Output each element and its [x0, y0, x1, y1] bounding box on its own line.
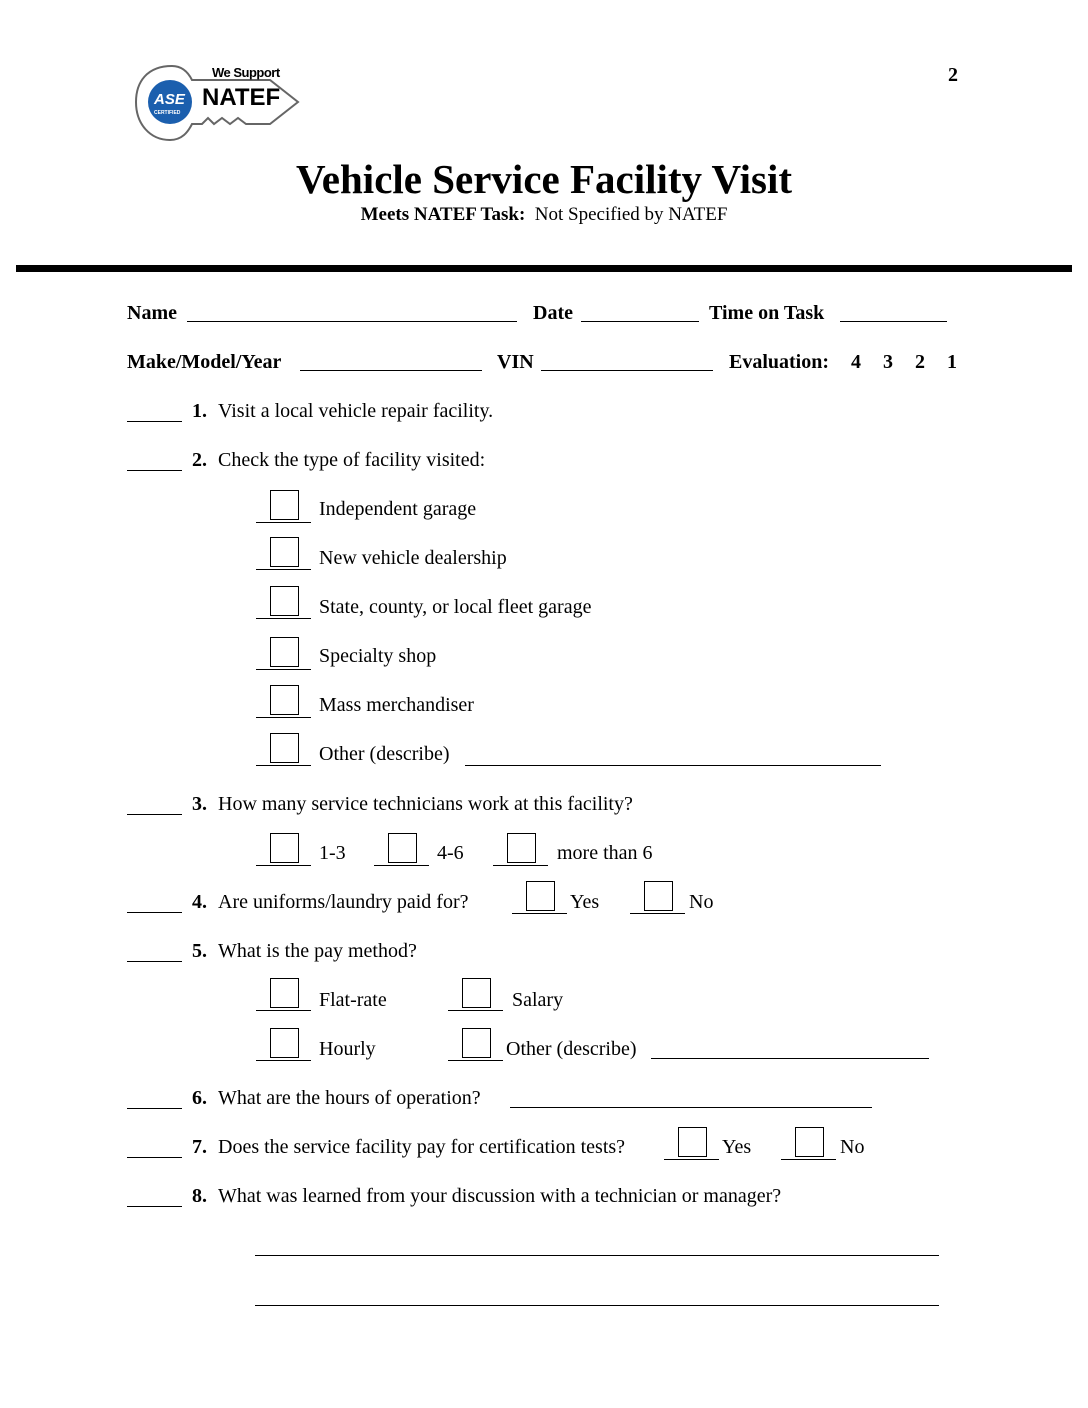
checkbox-more-than-6[interactable]	[493, 833, 548, 866]
evaluation-label: Evaluation:	[729, 351, 830, 373]
q4-number: 4.	[192, 891, 207, 913]
header-divider	[16, 265, 1072, 272]
q3-check-blank[interactable]	[127, 814, 182, 815]
option-label: more than 6	[557, 842, 653, 864]
checkbox-flat-rate[interactable]	[256, 978, 311, 1011]
q3-number: 3.	[192, 793, 207, 815]
option-label: State, county, or local fleet garage	[319, 596, 592, 618]
checkbox-other[interactable]	[256, 733, 311, 766]
pay-other-describe-field[interactable]	[651, 1058, 929, 1059]
option-label: Other (describe)	[506, 1038, 637, 1060]
q5-text: What is the pay method?	[218, 940, 417, 962]
q2-number: 2.	[192, 449, 207, 471]
option-label: New vehicle dealership	[319, 547, 507, 569]
page-title: Vehicle Service Facility Visit	[295, 156, 793, 202]
q6-text: What are the hours of operation?	[218, 1087, 481, 1109]
make-model-year-label: Make/Model/Year	[127, 351, 282, 373]
evaluation-score-1[interactable]: 1	[947, 351, 957, 373]
q8-number: 8.	[192, 1185, 207, 1207]
option-label: 4-6	[437, 842, 464, 864]
option-label: Other (describe)	[319, 743, 450, 765]
checkbox-salary[interactable]	[448, 978, 503, 1011]
q5-number: 5.	[192, 940, 207, 962]
checkbox-certification-no[interactable]	[781, 1127, 836, 1160]
time-on-task-label: Time on Task	[709, 302, 825, 324]
evaluation-score-3[interactable]: 3	[883, 351, 893, 373]
date-field[interactable]	[581, 321, 699, 322]
option-label: Yes	[570, 891, 600, 913]
option-label: No	[689, 891, 714, 913]
vin-label: VIN	[497, 351, 534, 373]
q5-check-blank[interactable]	[127, 961, 182, 962]
q2-text: Check the type of facility visited:	[218, 449, 486, 471]
evaluation-score-4[interactable]: 4	[851, 351, 861, 373]
evaluation-score-2[interactable]: 2	[915, 351, 925, 373]
answer-line-1[interactable]	[255, 1255, 939, 1256]
q6-number: 6.	[192, 1087, 207, 1109]
q6-check-blank[interactable]	[127, 1108, 182, 1109]
option-label: Independent garage	[319, 498, 477, 520]
q1-check-blank[interactable]	[127, 421, 182, 422]
option-label: Hourly	[319, 1038, 376, 1060]
name-field[interactable]	[187, 321, 517, 322]
option-label: Flat-rate	[319, 989, 387, 1011]
checkbox-mass-merchandiser[interactable]	[256, 685, 311, 718]
q4-check-blank[interactable]	[127, 912, 182, 913]
checkbox-uniforms-no[interactable]	[630, 881, 685, 914]
time-on-task-field[interactable]	[840, 321, 947, 322]
checkbox-fleet-garage[interactable]	[256, 586, 311, 619]
q7-text: Does the service facility pay for certification tests?	[218, 1136, 626, 1158]
q4-text: Are uniforms/laundry paid for?	[218, 891, 469, 913]
option-label: Salary	[512, 989, 564, 1011]
checkbox-hourly[interactable]	[256, 1028, 311, 1061]
option-label: Specialty shop	[319, 645, 437, 667]
make-model-year-field[interactable]	[300, 370, 482, 371]
date-label: Date	[533, 302, 573, 324]
q8-check-blank[interactable]	[127, 1206, 182, 1207]
checkbox-specialty-shop[interactable]	[256, 637, 311, 670]
checkbox-4-6[interactable]	[374, 833, 429, 866]
option-label: Mass merchandiser	[319, 694, 474, 716]
checkbox-1-3[interactable]	[256, 833, 311, 866]
subtitle: Meets NATEF Task: Not Specified by NATEF	[360, 204, 728, 225]
checkbox-uniforms-yes[interactable]	[512, 881, 567, 914]
other-describe-field[interactable]	[465, 765, 881, 766]
option-label: Yes	[722, 1136, 752, 1158]
name-label: Name	[127, 302, 177, 324]
q7-check-blank[interactable]	[127, 1157, 182, 1158]
answer-line-2[interactable]	[255, 1305, 939, 1306]
q2-check-blank[interactable]	[127, 470, 182, 471]
q8-text: What was learned from your discussion with a technician or manager?	[218, 1185, 782, 1207]
q7-number: 7.	[192, 1136, 207, 1158]
q1-text: Visit a local vehicle repair facility.	[218, 400, 494, 422]
checkbox-pay-other[interactable]	[448, 1028, 503, 1061]
checkbox-independent-garage[interactable]	[256, 490, 311, 523]
hours-of-operation-field[interactable]	[510, 1107, 872, 1108]
option-label: No	[840, 1136, 865, 1158]
q3-text: How many service technicians work at this facility?	[218, 793, 633, 815]
q1-number: 1.	[192, 400, 207, 422]
vin-field[interactable]	[541, 370, 713, 371]
checkbox-new-vehicle-dealership[interactable]	[256, 537, 311, 570]
checkbox-certification-yes[interactable]	[664, 1127, 719, 1160]
natef-logo: ASE CERTIFIED We Support NATEF	[132, 62, 302, 144]
option-label: 1-3	[319, 842, 346, 864]
page-number: 2	[948, 64, 958, 86]
